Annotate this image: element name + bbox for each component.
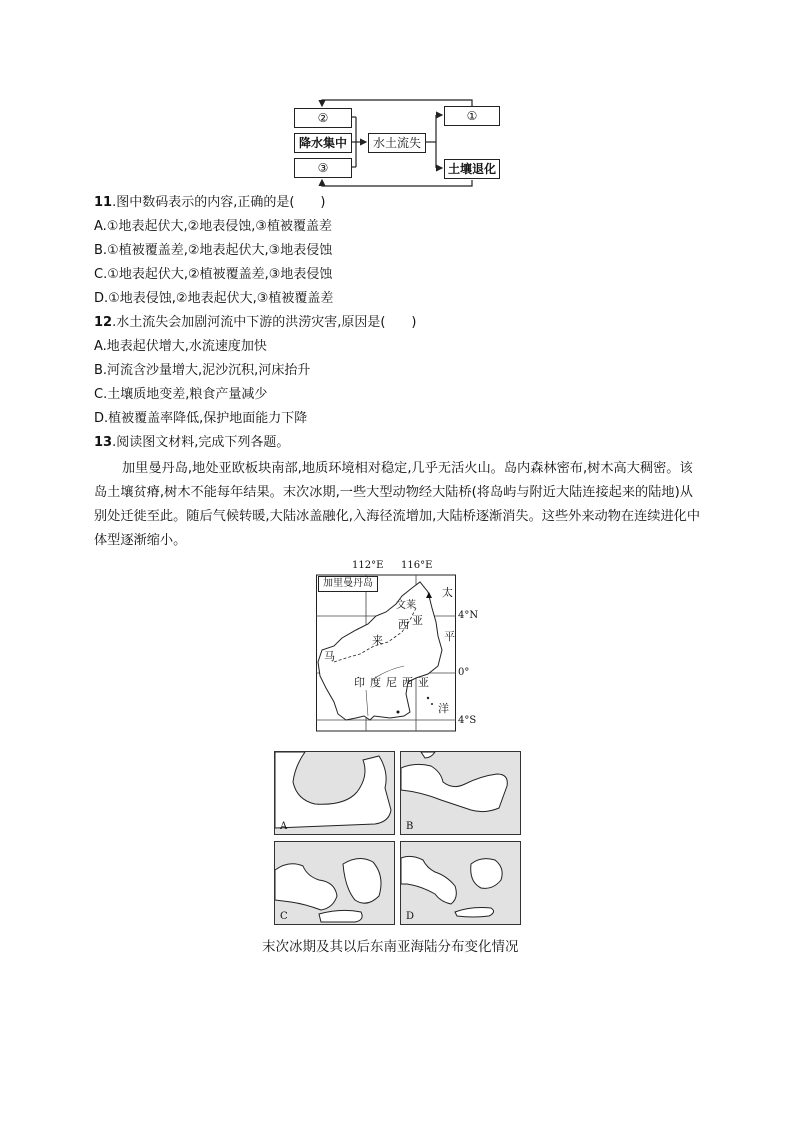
panel-c — [274, 841, 395, 925]
borneo-map — [316, 570, 456, 732]
panel-a-label: A — [280, 821, 288, 832]
label-tai: 太 — [442, 586, 453, 599]
question-11-text: .图中数码表示的内容,正确的是( ) — [112, 195, 326, 210]
question-11-option-d: D.①地表侵蚀,②地表起伏大,③植被覆盖差 — [94, 291, 334, 306]
panel-d-label: D — [406, 911, 415, 922]
panel-b-map — [401, 752, 521, 835]
flow-box-3: ③ — [294, 158, 352, 178]
panel-b-label: B — [406, 821, 414, 832]
label-wenlai: 文莱 — [396, 600, 416, 611]
panel-d-map — [401, 842, 521, 925]
flow-box-2: ② — [294, 108, 352, 128]
question-11-number: 11 — [94, 195, 113, 210]
question-12-stem — [94, 314, 417, 332]
label-ni: 尼 — [386, 676, 397, 689]
latitude-4n: 4°N — [458, 610, 479, 621]
question-13-number: 13 — [94, 435, 113, 450]
question-11-option-a: A.①地表起伏大,②地表侵蚀,③植被覆盖差 — [94, 219, 333, 234]
label-xi2: 西 — [402, 676, 413, 689]
label-ma: 马 — [324, 650, 335, 663]
question-12-option-c: C.土壤质地变差,粮食产量减少 — [94, 387, 268, 402]
label-du: 度 — [370, 676, 381, 689]
figure-caption: 末次冰期及其以后东南亚海陆分布变化情况 — [262, 939, 519, 955]
question-13-paragraph: 加里曼丹岛,地处亚欧板块南部,地质环境相对稳定,几乎无活火山。岛内森林密布,树木高大稠密。该岛土壤贫瘠,树木不能每年结果。末次冰期,一些大型动物经大陆桥(将岛屿与附近大陆连接起来的陆地)从别处迁徙至此。随后气候转暖,大陆冰盖融化,入海径流增加,大陆桥逐渐消失。这些外来动物在连续进化中体型逐渐缩小。 — [94, 461, 701, 548]
question-11-option-b: B.①植被覆盖差,②地表起伏大,③地表侵蚀 — [94, 243, 333, 258]
label-ping: 平 — [444, 630, 455, 643]
map-title: 加里曼丹岛 — [318, 576, 378, 592]
panel-c-map — [275, 842, 395, 925]
label-yang: 洋 — [438, 702, 449, 715]
panel-b — [400, 751, 521, 835]
longitude-116: 116°E — [401, 560, 433, 571]
question-12-option-a: A.地表起伏增大,水流速度加快 — [94, 339, 267, 354]
question-11-stem — [94, 194, 326, 212]
panel-a-map — [275, 752, 395, 835]
label-ya1: 亚 — [412, 614, 423, 627]
question-13-text: .阅读图文材料,完成下列各题。 — [112, 435, 290, 450]
label-lai: 来 — [372, 634, 383, 647]
label-yin: 印 — [354, 676, 365, 689]
flow-box-soil: 土壤退化 — [444, 159, 500, 179]
panel-c-label: C — [280, 911, 288, 922]
flow-box-1: ① — [444, 106, 500, 126]
latitude-0: 0° — [458, 667, 470, 678]
label-ya2: 亚 — [418, 676, 429, 689]
question-13-stem — [94, 434, 289, 452]
panel-d — [400, 841, 521, 925]
flow-box-erosion: 水土流失 — [368, 133, 426, 153]
question-12-text: .水土流失会加剧河流中下游的洪涝灾害,原因是( ) — [112, 315, 417, 330]
question-12-number: 12 — [94, 315, 113, 330]
panel-a — [274, 751, 395, 835]
label-xi1: 西 — [398, 618, 409, 631]
longitude-112: 112°E — [352, 560, 384, 571]
question-12-option-d: D.植被覆盖率降低,保护地面能力下降 — [94, 411, 308, 426]
question-11-option-c: C.①地表起伏大,②植被覆盖差,③地表侵蚀 — [94, 267, 333, 282]
latitude-4s: 4°S — [458, 715, 477, 726]
flow-box-rain: 降水集中 — [294, 133, 352, 153]
question-12-option-b: B.河流含沙量增大,泥沙沉积,河床抬升 — [94, 363, 311, 378]
borneo-map-svg — [316, 570, 456, 732]
